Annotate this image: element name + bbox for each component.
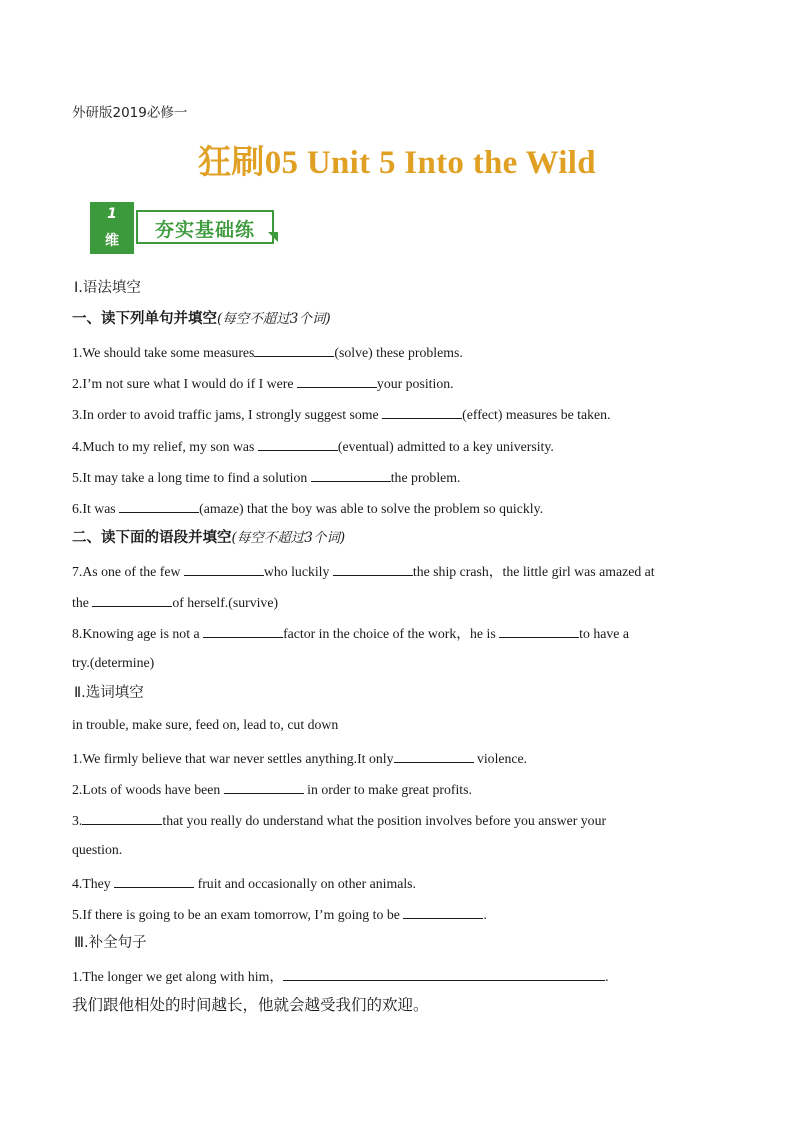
badge-number-box <box>90 202 134 254</box>
question-1-3 <box>72 404 611 424</box>
question-text: 5.It may take a long time to find a solution <box>72 470 311 485</box>
question-text: (eventual) admitted to a key university. <box>337 439 554 454</box>
question-1-5 <box>72 467 460 487</box>
question-text: the problem. <box>390 470 461 485</box>
answer-blank[interactable] <box>203 623 283 638</box>
answer-blank[interactable] <box>394 748 474 763</box>
badge-wei: 维 <box>105 233 119 249</box>
question-text: 3. <box>72 813 83 828</box>
question-1-4 <box>72 436 554 456</box>
part-2-note: (每空不超过3个词) <box>231 530 346 546</box>
badge-label: 夯实基础练 <box>154 219 255 241</box>
question-3-1 <box>72 966 609 986</box>
answer-blank[interactable] <box>311 467 391 482</box>
question-text: 1.The longer we get along with him， <box>72 969 284 984</box>
question-2-4 <box>72 873 416 893</box>
question-text: (solve) these problems. <box>334 345 463 360</box>
question-2-3 <box>72 810 606 830</box>
badge-corner-icon <box>268 232 278 242</box>
answer-blank[interactable] <box>119 498 199 513</box>
answer-blank[interactable] <box>403 904 483 919</box>
part-2-label: 二、读下面的语段并填空 <box>72 530 232 546</box>
question-text: the <box>72 595 93 610</box>
question-text: 4.Much to my relief, my son was <box>72 439 258 454</box>
question-text: 8.Knowing age is not a <box>72 626 204 641</box>
part-2-heading <box>72 529 345 547</box>
question-text: (effect) measures be taken. <box>462 407 611 422</box>
answer-blank[interactable] <box>283 966 605 981</box>
question-1-7-cont <box>72 592 278 612</box>
question-1-6 <box>72 498 543 518</box>
answer-blank[interactable] <box>224 779 304 794</box>
answer-blank[interactable] <box>499 623 579 638</box>
section-badge <box>90 202 286 256</box>
question-1-1 <box>72 342 463 362</box>
question-text: factor in the choice of the work，he is <box>283 626 500 641</box>
part-1-label: 一、读下列单句并填空 <box>72 311 217 327</box>
question-text: (amaze) that the boy was able to solve the problem so quickly. <box>199 501 544 516</box>
answer-blank[interactable] <box>333 561 413 576</box>
question-text: of herself.(survive) <box>172 595 279 610</box>
page-title: 狂刷05 Unit 5 Into the Wild <box>198 145 596 181</box>
section-1-heading: Ⅰ.语法填空 <box>74 280 141 296</box>
section-3-heading: Ⅲ.补全句子 <box>74 935 147 951</box>
question-text: violence. <box>473 751 528 766</box>
question-text: 5.If there is going to be an exam tomorrow, I’m going to be <box>72 907 404 922</box>
question-text: 6.It was <box>72 501 120 516</box>
word-bank: in trouble, make sure, feed on, lead to, cut down <box>72 717 339 732</box>
answer-blank[interactable] <box>114 873 194 888</box>
answer-blank[interactable] <box>297 373 377 388</box>
question-text: the ship crash，the little girl was amazed at <box>412 564 655 579</box>
part-1-note: (每空不超过3个词) <box>217 311 331 327</box>
question-1-7 <box>72 561 655 581</box>
question-text: who luckily <box>263 564 333 579</box>
question-text: 2.I’m not sure what I would do if I were <box>72 376 297 391</box>
answer-blank[interactable] <box>258 436 338 451</box>
question-text: to have a <box>579 626 629 641</box>
question-1-8 <box>72 623 629 643</box>
question-text: 7.As one of the few <box>72 564 184 579</box>
answer-blank[interactable] <box>382 404 462 419</box>
answer-blank[interactable] <box>184 561 264 576</box>
question-text: . <box>605 969 609 984</box>
section-2-heading: Ⅱ.选词填空 <box>74 685 144 701</box>
part-1-heading <box>72 310 331 328</box>
answer-blank[interactable] <box>254 342 334 357</box>
question-2-1 <box>72 748 527 768</box>
badge-label-box <box>136 210 274 244</box>
question-text: in order to make great profits. <box>303 782 472 797</box>
question-text: 4.They <box>72 876 115 891</box>
question-1-2 <box>72 373 454 393</box>
question-text: your position. <box>376 376 454 391</box>
question-2-2 <box>72 779 472 799</box>
question-text: 1.We should take some measures <box>72 345 255 360</box>
answer-blank[interactable] <box>82 810 162 825</box>
question-text: fruit and occasionally on other animals. <box>194 876 416 891</box>
question-text: . <box>483 907 487 922</box>
question-text: 1.We firmly believe that war never settles anything.It only <box>72 751 394 766</box>
badge-number: 1 <box>107 206 117 222</box>
question-3-1-chinese: 我们跟他相处的时间越长，他就会越受我们的欢迎。 <box>72 996 429 1014</box>
question-text: 3.In order to avoid traffic jams, I strongly suggest some <box>72 407 383 422</box>
question-1-8-cont: try.(determine) <box>72 655 155 670</box>
question-2-3-cont: question. <box>72 842 123 857</box>
edition-label: 外研版2019必修一 <box>72 105 188 121</box>
question-text: that you really do understand what the position involves before you answer your <box>162 813 607 828</box>
answer-blank[interactable] <box>92 592 172 607</box>
question-2-5 <box>72 904 487 924</box>
question-text: 2.Lots of woods have been <box>72 782 224 797</box>
